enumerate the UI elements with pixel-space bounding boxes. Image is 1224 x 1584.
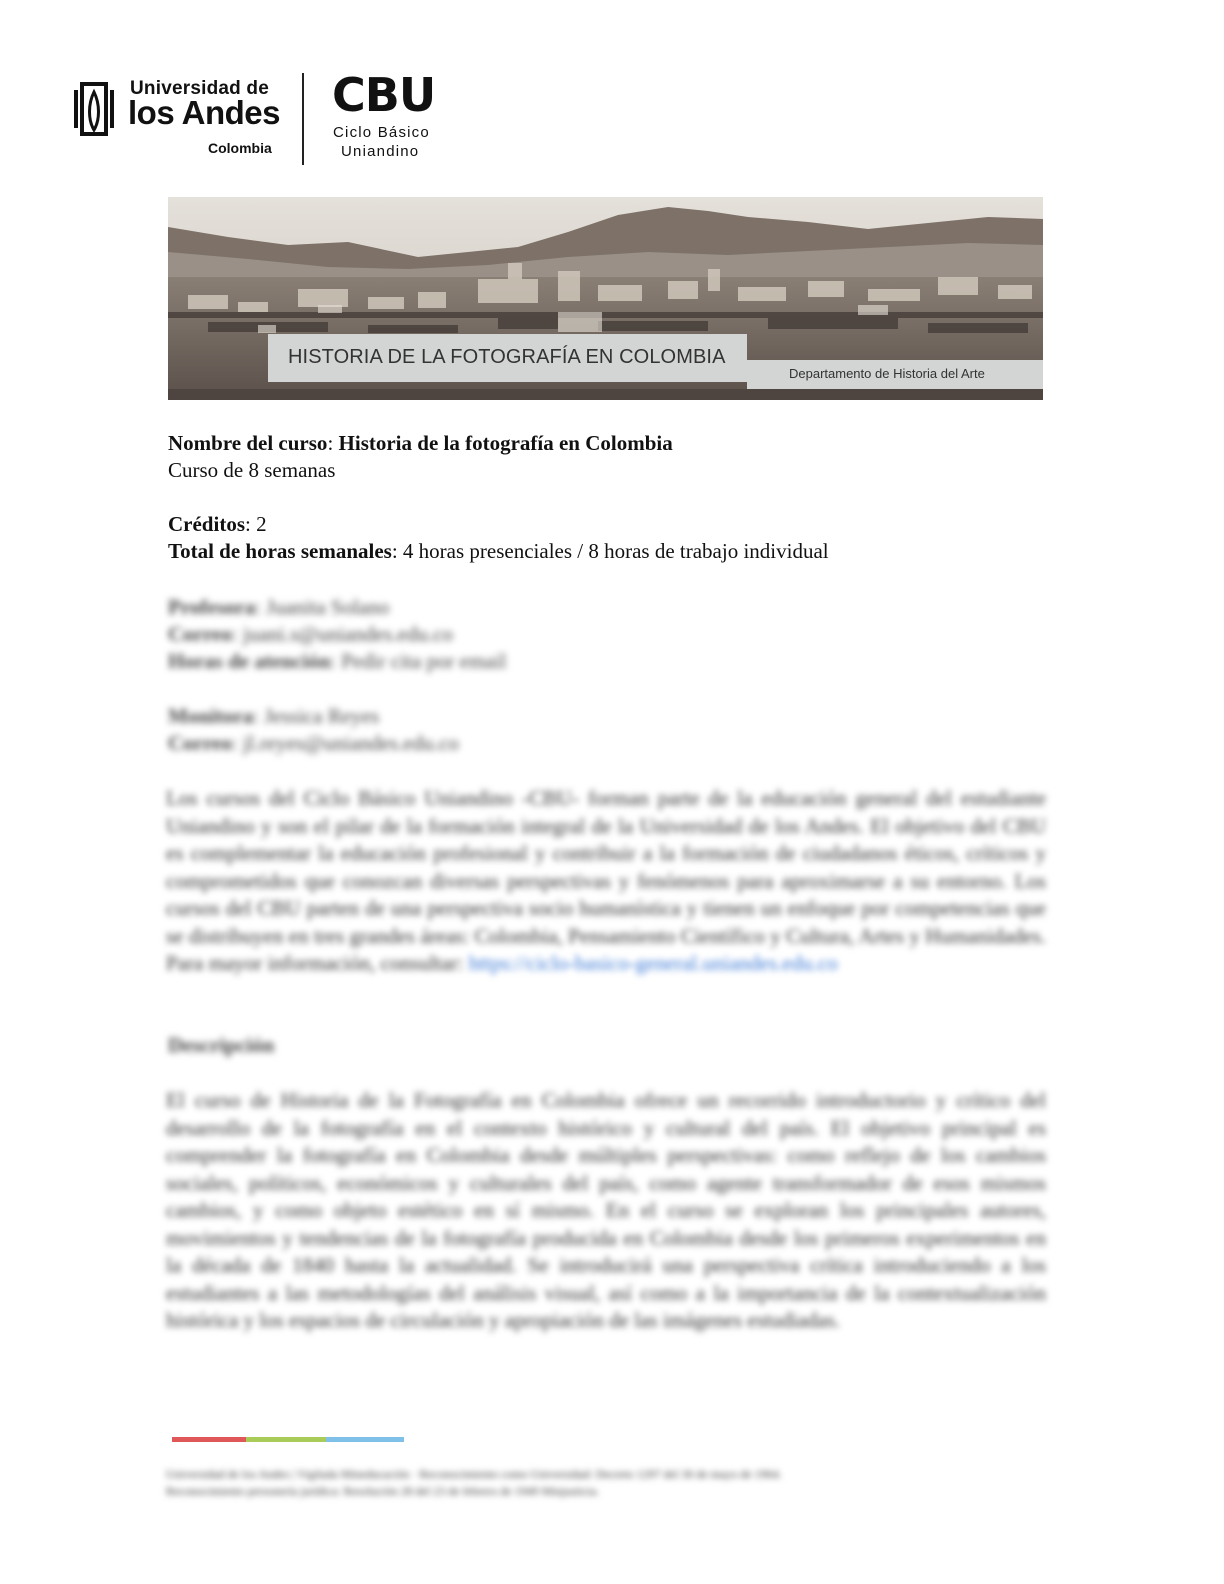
footer-line1: Universidad de los Andes | Vigilada Mineducación · Reconocimiento como Universidad: Decreto 1297 del 30 de mayo de 1964. <box>166 1467 782 1481</box>
footer-bar-blue <box>326 1437 404 1442</box>
office-hours-label: Horas de atención <box>168 649 331 673</box>
monitor-email-line: Correo: jl.reyes@uniandes.edu.co <box>168 731 459 755</box>
footer-color-bars <box>172 1437 404 1442</box>
monitor-line: Monitora: Jessica Reyes <box>168 704 380 728</box>
footer-bar-green <box>246 1437 326 1442</box>
description-heading <box>168 1032 274 1059</box>
credits-label: Créditos <box>168 512 245 536</box>
banner-bottom-strip <box>168 389 1043 400</box>
banner-title-box <box>268 334 747 382</box>
monitor-email-label: Correo <box>168 731 232 755</box>
hours-value: 4 horas presenciales / 8 horas de trabajo individual <box>402 539 829 563</box>
course-banner <box>168 197 1043 400</box>
cbu-intro-paragraph <box>166 785 1046 978</box>
course-duration: Curso de 8 semanas <box>168 458 336 482</box>
credits-line: Créditos: 2 <box>168 512 267 536</box>
university-name-line1: Universidad de <box>130 78 270 99</box>
cbu-info-link[interactable]: https://ciclo-basico-general.uniandes.edu.co <box>468 951 838 975</box>
footer-legal-text <box>166 1466 986 1500</box>
course-name-line: Nombre del curso: Historia de la fotografía en Colombia <box>168 431 673 455</box>
professor-email-value: juani.s@uniandes.edu.co <box>242 622 453 646</box>
cbu-intro-text: Los cursos del Ciclo Básico Uniandino -CBU- forman parte de la educación general del estudiante Uniandino y son el pilar de la formación integral de la Universidad de los Andes. El objetivo del CBU es complementar la educación profesional y contribuir a la formación de ciudadanos éticos, críticos y comprometidos que conozcan diversas perspectivas y fenómenos para aproximarse a su entorno. Los cursos del CBU parten de una perspectiva socio humanística y tienen un enfoque por competencias que se distribuyen en tres grandes áreas: Colombia, Pensamiento Científico y Cultura, Artes y Humanidades. Para mayor información, consultar: <box>166 786 1046 975</box>
description-heading-text: Descripción <box>168 1033 275 1057</box>
uniandes-seal-icon <box>72 80 118 138</box>
banner-department: Departamento de Historia del Arte <box>789 366 985 381</box>
office-hours-value: Pedir cita por email <box>341 649 507 673</box>
banner-title: HISTORIA DE LA FOTOGRAFÍA EN COLOMBIA <box>288 346 726 368</box>
banner-department-box <box>747 360 1043 389</box>
logo-divider <box>302 73 304 165</box>
footer-line2: Reconocimiento personería jurídica: Resolución 28 del 23 de febrero de 1949 Minjusticia. <box>166 1484 600 1498</box>
professor-email-line: Correo: juani.s@uniandes.edu.co <box>168 622 453 646</box>
professor-label: Profesora <box>168 595 256 619</box>
university-name-line2: los Andes <box>128 94 280 131</box>
description-paragraph: El curso de Historia de la Fotografía en Colombia ofrece un recorrido introductorio y crítico del desarrollo de la fotografía en el contexto histórico y cultural del país. El objetivo principal es comprender la fotografía en Colombia desde múltiples perspectivas: como reflejo de los cambios sociales, políticos, económicos y culturales del país, como agente transformador de esos mismos cambios, y como objeto estético en sí mismo. En el curso se exploran los principales autores, movimientos y tendencias de la fotografía producida en Colombia desde los primeros experimentos en la década de 1840 hasta la actualidad. Se introducirá una perspectiva crítica introduciendo a los estudiantes a las metodologías del análisis visual, así como a la importancia de la contextualización histórica y los espacios de circulación y apropiación de las imágenes estudiadas. <box>166 1088 1046 1332</box>
footer-bar-red <box>172 1437 246 1442</box>
office-hours-line: Horas de atención: Pedir cita por email <box>168 649 507 673</box>
cbu-subtitle-line2: Uniandino <box>341 143 420 160</box>
uniandes-logo <box>72 76 282 166</box>
monitor-email-value: jl.reyes@uniandes.edu.co <box>242 731 459 755</box>
cbu-logo <box>332 68 452 164</box>
course-name-label: Nombre del curso <box>168 431 328 455</box>
university-country: Colombia <box>208 140 272 156</box>
course-name-value: Historia de la fotografía en Colombia <box>338 431 673 455</box>
cbu-mark: CBU <box>332 68 436 122</box>
monitor-value: Jessica Reyes <box>264 704 380 728</box>
professor-value: Juanita Solano <box>266 595 390 619</box>
professor-email-label: Correo <box>168 622 232 646</box>
hours-line: Total de horas semanales: 4 horas presenciales / 8 horas de trabajo individual <box>168 539 829 563</box>
professor-line: Profesora: Juanita Solano <box>168 595 390 619</box>
monitor-label: Monitora <box>168 704 254 728</box>
credits-value: 2 <box>256 512 267 536</box>
cbu-subtitle-line1: Ciclo Básico <box>333 124 430 141</box>
hours-label: Total de horas semanales <box>168 539 392 563</box>
